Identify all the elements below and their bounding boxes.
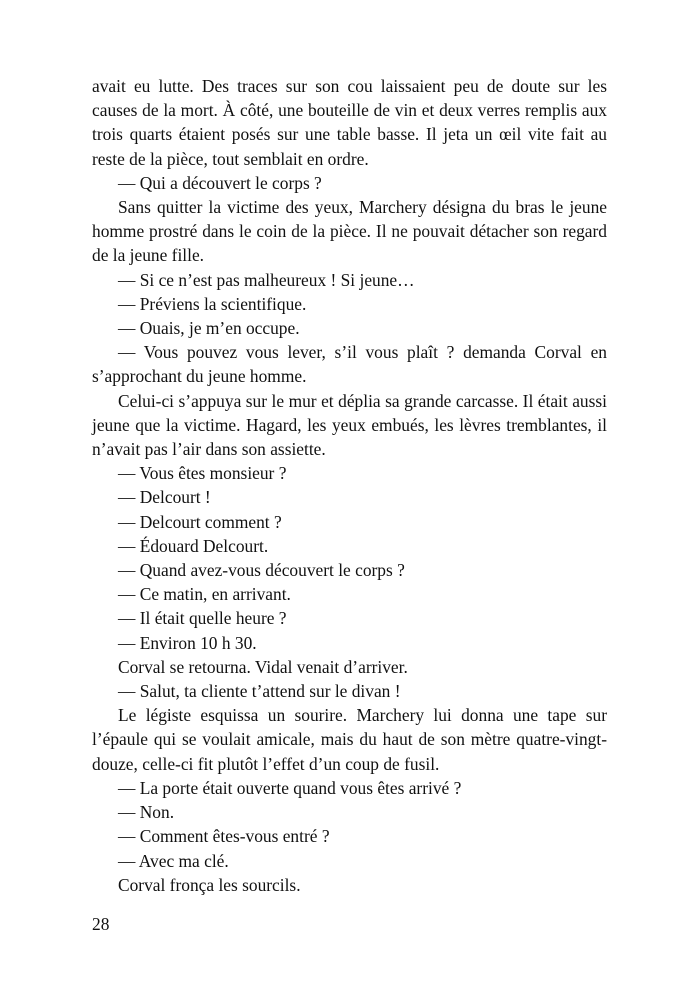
dialogue-line: — Vous êtes monsieur ?	[118, 463, 287, 484]
paragraph: Corval fronça les sourcils.	[118, 874, 301, 895]
dialogue-line: — Qui a découvert le corps ?	[118, 172, 322, 193]
dialogue-line: — Avec ma clé.	[118, 850, 229, 871]
dialogue-line: — La porte était ouverte quand vous êtes arrivé ?	[118, 777, 462, 798]
paragraph: Le légiste esquissa un sourire. Marchery lui donna une tape sur l’épaule qui se voulait amicale, mais du haut de son mètre quatre-vingt-douze, celle-ci fit plutôt l’effet d’un coup de fusil.	[92, 705, 607, 774]
dialogue-line: — Vous pouvez vous lever, s’il vous plaît ? demanda Corval en s’approchant du jeune homme.	[92, 342, 607, 387]
dialogue-line: — Si ce n’est pas malheureux ! Si jeune…	[118, 269, 415, 290]
paragraph: avait eu lutte. Des traces sur son cou laissaient peu de doute sur les causes de la mort. À côté, une bouteille de vin et deux verres remplis aux trois quarts étaient posés sur une table basse. Il jeta un œil vite fait au reste de la pièce, tout semblait en ordre.	[92, 76, 607, 169]
dialogue-line: — Non.	[118, 802, 175, 823]
dialogue-line: — Ce matin, en arrivant.	[118, 584, 291, 605]
dialogue-line: — Delcourt comment ?	[118, 511, 282, 532]
page-number: 28	[92, 914, 110, 934]
page-body-text	[92, 74, 607, 897]
paragraph: Corval se retourna. Vidal venait d’arriver.	[118, 656, 408, 677]
dialogue-line: — Salut, ta cliente t’attend sur le divan !	[118, 681, 401, 702]
dialogue-line: — Quand avez-vous découvert le corps ?	[118, 560, 405, 581]
dialogue-line: — Édouard Delcourt.	[118, 535, 269, 556]
dialogue-line: — Comment êtes-vous entré ?	[118, 826, 330, 847]
dialogue-line: — Environ 10 h 30.	[118, 632, 257, 653]
paragraph: Celui-ci s’appuya sur le mur et déplia sa grande carcasse. Il était aussi jeune que la victime. Hagard, les yeux embués, les lèvres tremblantes, il n’avait pas l’air dans son assiette.	[92, 390, 607, 460]
paragraph: Sans quitter la victime des yeux, Marchery désigna du bras le jeune homme prostré dans le coin de la pièce. Il ne pouvait détacher son regard de la jeune fille.	[92, 197, 607, 266]
dialogue-line: — Ouais, je m’en occupe.	[118, 318, 300, 339]
dialogue-line: — Delcourt !	[118, 487, 211, 508]
dialogue-line: — Il était quelle heure ?	[118, 608, 287, 629]
dialogue-line: — Préviens la scientifique.	[118, 293, 307, 314]
